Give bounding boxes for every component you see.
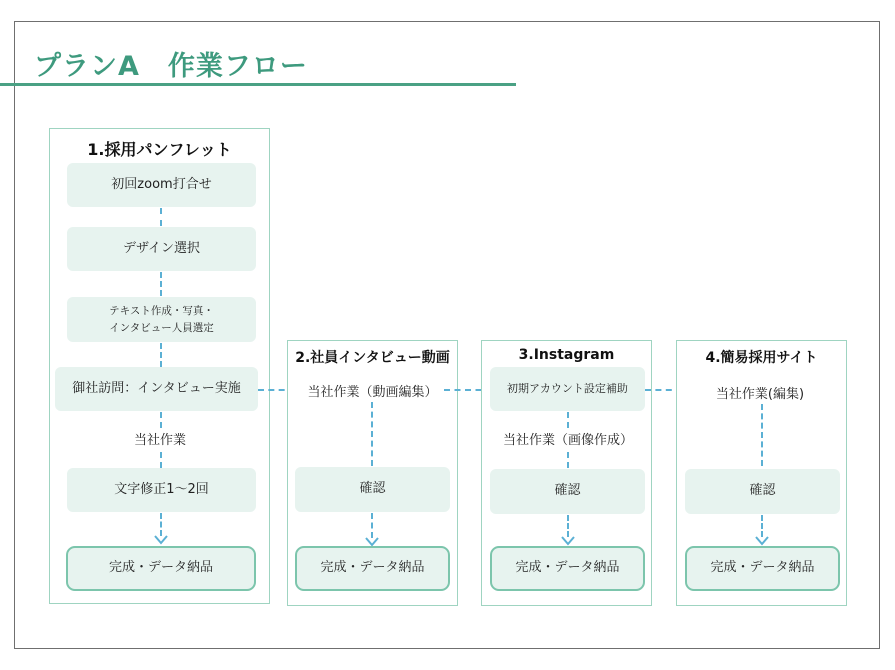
connector-1e — [160, 513, 162, 536]
step-confirm-site: 確認 — [685, 469, 840, 514]
column-title-pamphlet: 1.採用パンフレット — [87, 140, 232, 159]
step-confirm-instagram: 確認 — [490, 469, 645, 514]
step-text-photo-selection — [67, 297, 256, 342]
connector-4a — [761, 404, 763, 466]
title-underline — [0, 83, 516, 86]
label-our-work-edit: 当社作業(編集) — [700, 383, 820, 402]
step-text-photo-line2: インタビュー人員選定 — [109, 321, 214, 334]
step-final-delivery-instagram: 完成・データ納品 — [490, 546, 645, 591]
connector-2a — [371, 402, 373, 466]
step-final-delivery-site: 完成・データ納品 — [685, 546, 840, 591]
page-title: プランA 作業フロー — [34, 51, 308, 82]
step-initial-account-setup: 初期アカウント設定補助 — [490, 367, 645, 411]
step-final-delivery-video: 完成・データ納品 — [295, 546, 450, 591]
step-text-photo-line1: テキスト作成・写真・ — [109, 304, 214, 317]
step-text-revision: 文字修正1〜2回 — [67, 468, 256, 512]
connector-1a — [160, 208, 162, 226]
step-design-selection: デザイン選択 — [67, 227, 256, 271]
step-final-delivery-pamphlet: 完成・データ納品 — [66, 546, 256, 591]
step-confirm-video: 確認 — [295, 467, 450, 512]
connector-3b — [567, 515, 569, 537]
arrow-down-icon — [154, 535, 168, 545]
label-our-work-1: 当社作業 — [120, 429, 200, 448]
connector-2b — [371, 513, 373, 538]
label-our-work-video-edit: 当社作業（動画編集） — [296, 381, 449, 400]
connector-1c — [160, 343, 162, 367]
column-title-interview-video: 2.社員インタビュー動画 — [295, 350, 450, 366]
arrow-down-icon — [561, 536, 575, 546]
connector-1b — [160, 272, 162, 296]
connector-4b — [761, 515, 763, 537]
label-our-work-image: 当社作業（画像作成） — [492, 429, 644, 448]
column-title-recruit-site: 4.簡易採用サイト — [705, 350, 818, 366]
arrow-down-icon — [755, 536, 769, 546]
step-initial-zoom-meeting: 初回zoom打合せ — [67, 163, 256, 207]
step-onsite-interview: 御社訪問：インタビュー実施 — [55, 367, 258, 411]
column-title-instagram: 3.Instagram — [518, 347, 615, 363]
